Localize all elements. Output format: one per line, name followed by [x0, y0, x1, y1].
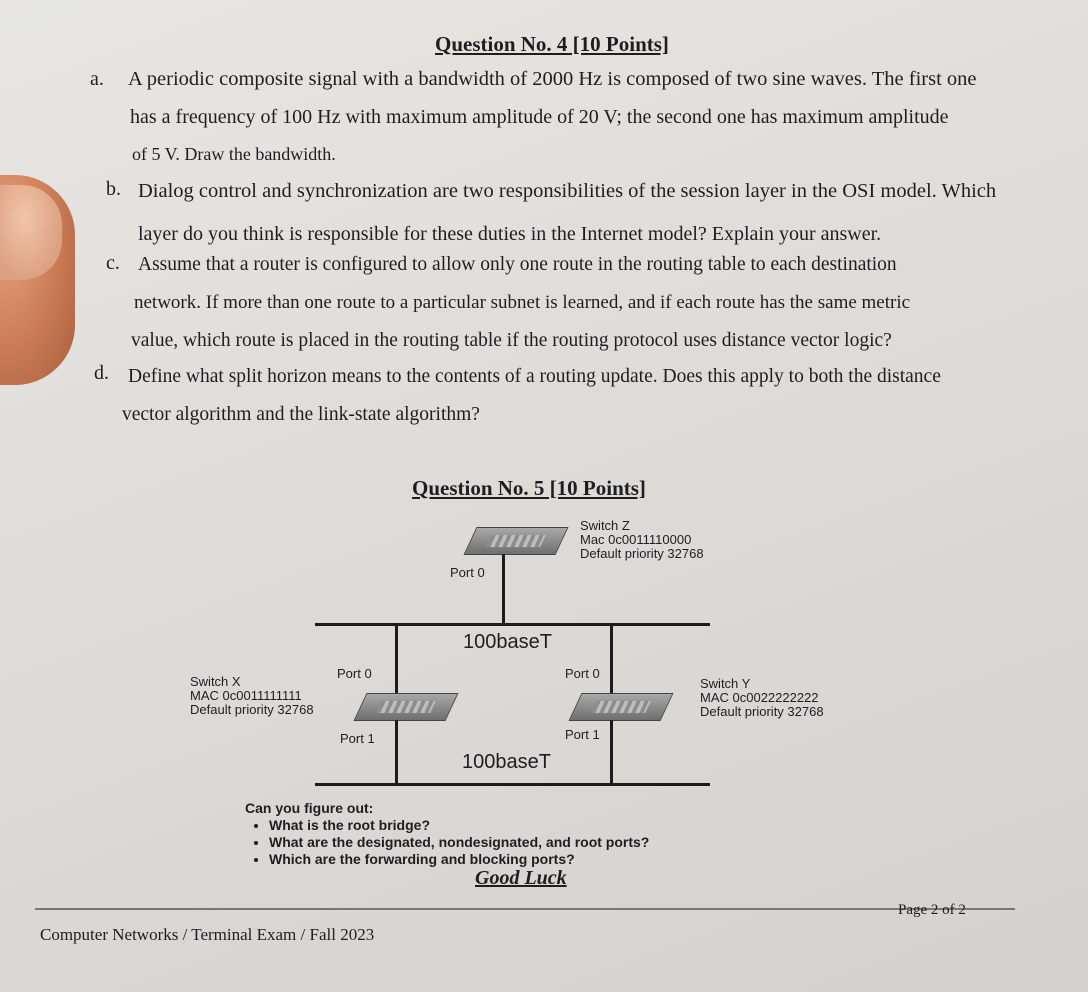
questions-list: [245, 817, 649, 868]
switch-x-port0-link: [395, 625, 398, 693]
item-c-marker: c.: [106, 252, 120, 274]
item-a-line-1: A periodic composite signal with a bandwidth of 2000 Hz is composed of two sine waves. The first one: [128, 68, 977, 90]
switch-y-name: Switch Y: [700, 676, 751, 691]
switch-z-label: [580, 519, 704, 561]
switch-x-name: Switch X: [190, 674, 241, 689]
switch-y-port1-link: [610, 720, 613, 783]
switch-y-port0-link: [610, 625, 613, 693]
switch-x-port1: Port 1: [340, 731, 375, 746]
top-segment-line: [315, 623, 710, 626]
item-a-marker: a.: [90, 68, 104, 90]
switch-x-mac: MAC 0c0011111111: [190, 688, 302, 703]
switch-x-port1-link: [395, 720, 398, 783]
diagram-questions: [245, 800, 649, 868]
item-c-line-2: network. If more than one route to a particular subnet is learned, and if each route has the same metric: [134, 292, 911, 313]
question-4-title: Question No. 4 [10 Points]: [435, 32, 669, 56]
switch-x-icon: [353, 693, 458, 721]
switch-y-priority: Default priority 32768: [700, 704, 824, 719]
question-bullet: • What is the root bridge?: [269, 817, 649, 834]
question-5-title: Question No. 5 [10 Points]: [412, 476, 646, 500]
switch-z-name: Switch Z: [580, 518, 630, 533]
item-a-line-3: of 5 V. Draw the bandwidth.: [132, 144, 336, 164]
item-b-line-2: layer do you think is responsible for these duties in the Internet model? Explain your answer.: [138, 223, 882, 245]
item-b-line-1: Dialog control and synchronization are two responsibilities of the session layer in the OSI model. Which: [138, 180, 997, 202]
switch-y-mac: MAC 0c0022222222: [700, 690, 819, 705]
switch-y-icon: [568, 693, 673, 721]
footer-course: Computer Networks / Terminal Exam / Fall 2023: [40, 925, 375, 944]
item-c-line-3: value, which route is placed in the routing table if the routing protocol uses distance vector logic?: [131, 330, 892, 351]
switch-y-port0: Port 0: [565, 666, 600, 681]
switch-z-mac: Mac 0c0011110000: [580, 532, 692, 547]
switch-x-port0: Port 0: [337, 666, 372, 681]
switch-z-port0: Port 0: [450, 565, 485, 580]
item-d-marker: d.: [94, 362, 109, 384]
item-d-line-1: Define what split horizon means to the contents of a routing update. Does this apply to both the distance: [128, 366, 941, 387]
footer-rule: [35, 908, 1015, 910]
switch-y-label: [700, 677, 824, 719]
item-c-line-1: Assume that a router is configured to allow only one route in the routing table to each destination: [138, 254, 897, 275]
item-b-marker: b.: [106, 178, 121, 200]
switch-x-priority: Default priority 32768: [190, 702, 314, 717]
questions-prompt: Can you figure out:: [245, 800, 374, 816]
page-number: Page 2 of 2: [898, 902, 966, 918]
bottom-segment-line: [315, 783, 710, 786]
top-segment-label: 100baseT: [463, 631, 552, 653]
good-luck: Good Luck: [475, 867, 567, 889]
switch-y-port1: Port 1: [565, 727, 600, 742]
switch-z-priority: Default priority 32768: [580, 546, 704, 561]
network-diagram: [180, 505, 880, 805]
item-d-line-2: vector algorithm and the link-state algorithm?: [122, 404, 480, 425]
item-a-line-2: has a frequency of 100 Hz with maximum amplitude of 20 V; the second one has maximum amplitude: [130, 106, 949, 128]
switch-z-uplink: [502, 554, 505, 624]
question-bullet: • Which are the forwarding and blocking ports?: [269, 851, 649, 868]
switch-x-label: [190, 675, 314, 717]
question-bullet: • What are the designated, nondesignated, and root ports?: [269, 834, 649, 851]
switch-z-icon: [463, 527, 568, 555]
bottom-segment-label: 100baseT: [462, 751, 551, 773]
